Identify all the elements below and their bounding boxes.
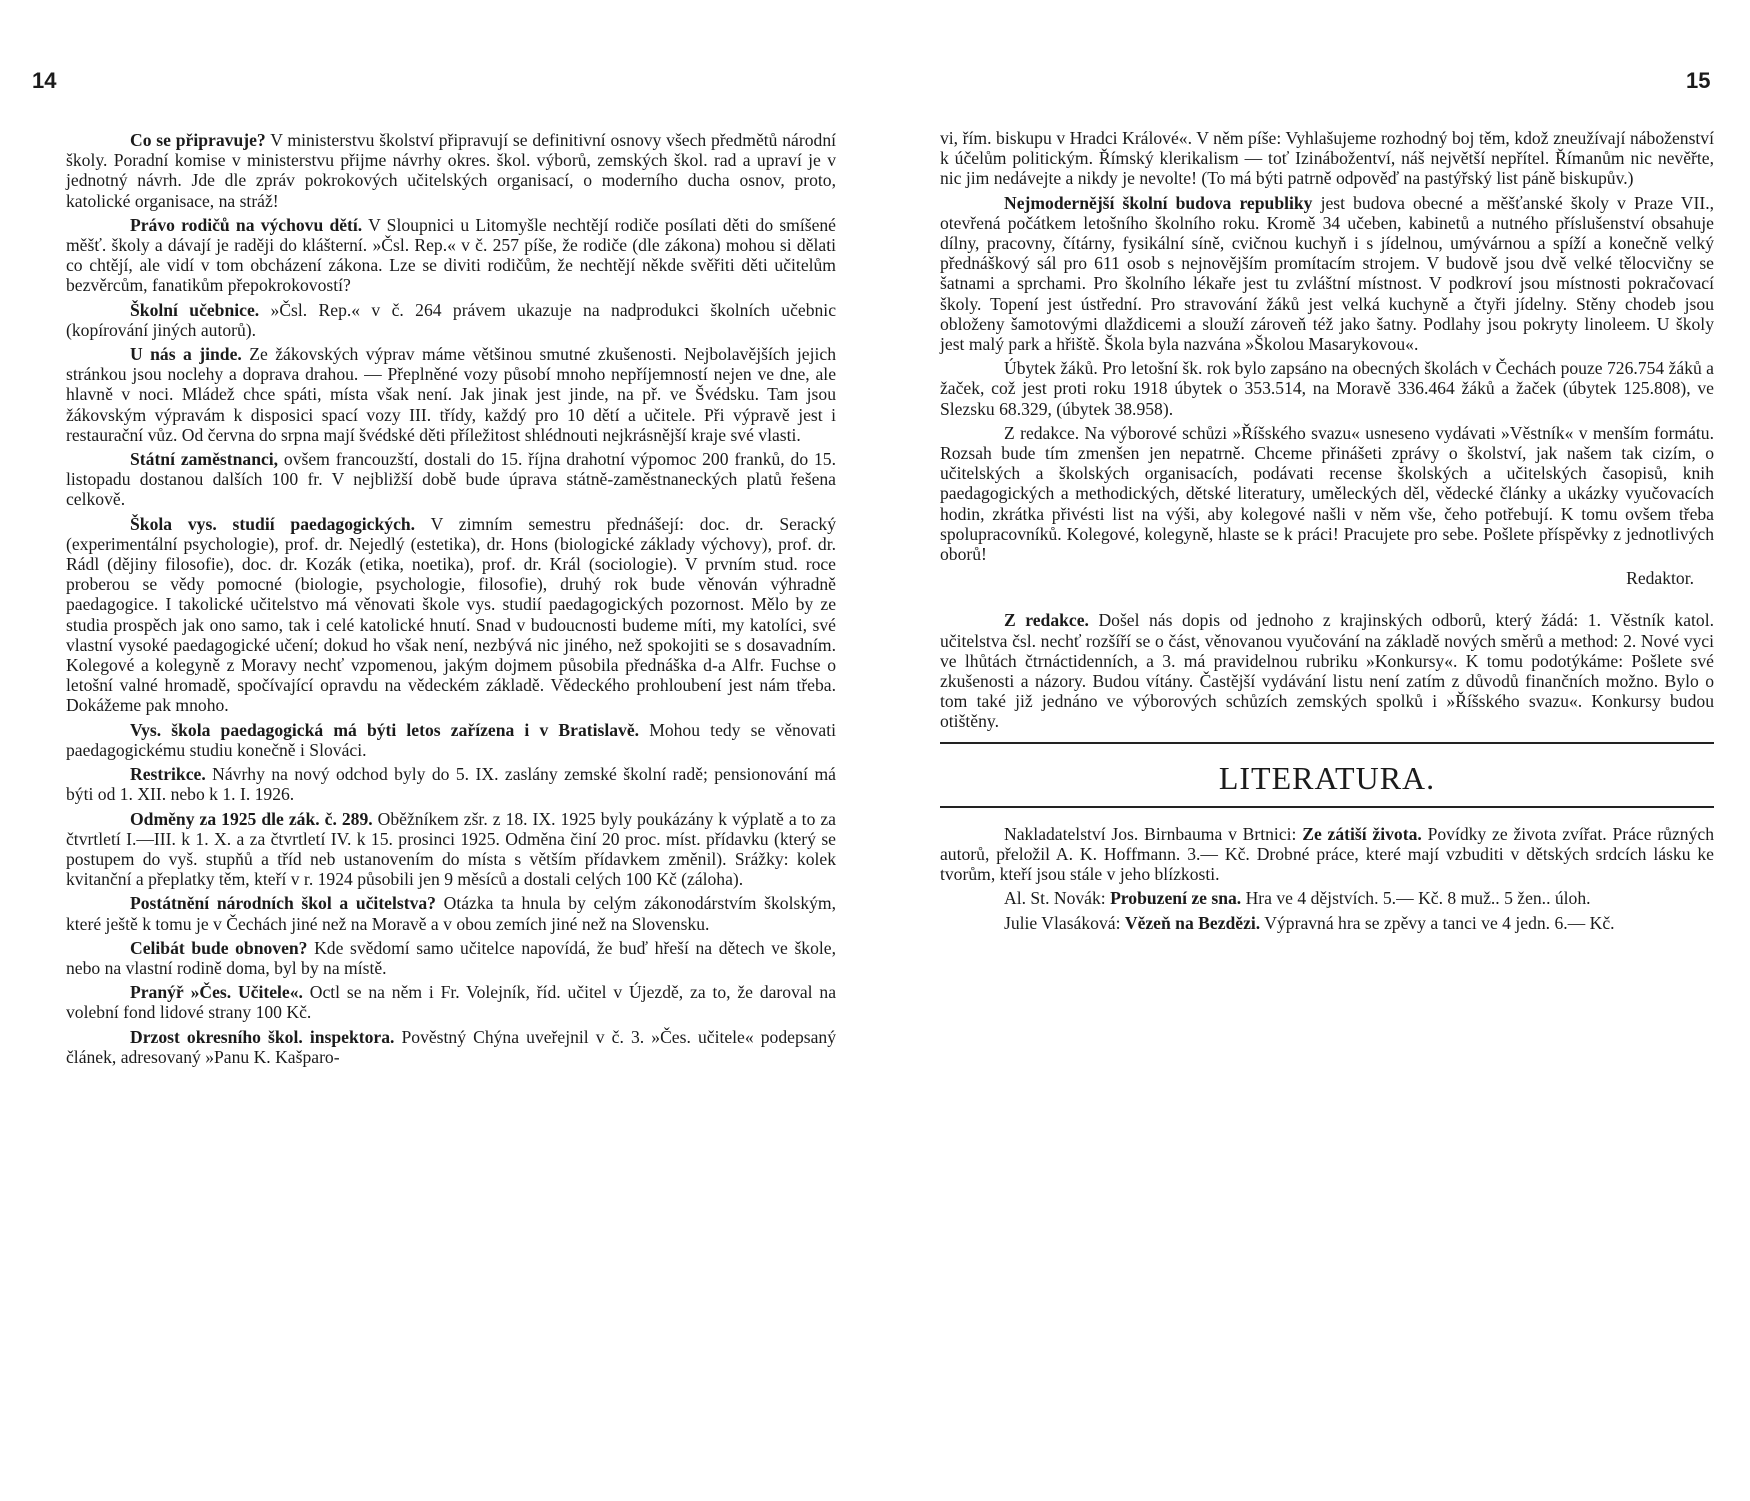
article-paragraph: Pranýř »Čes. Učitele«. Octl se na něm i Fr. Volejník, říd. učitel v Újezdě, za to, že daroval na volební fond lidové strany 100 Kč.	[66, 982, 837, 1023]
article-paragraph: Státní zaměstnanci, ovšem francouzští, dostali do 15. října drahotní výpomoc 200 franků, do 15. listopadu dostanou dalších 100 fr. V nejbližší době bude úprava státně-zaměstnaneckých platů řešena celkově.	[66, 449, 837, 510]
literature-entry: Al. St. Novák: Probuzení ze sna. Hra ve 4 dějstvích. 5.— Kč. 8 muž.. 5 žen.. úloh.	[1004, 888, 1591, 909]
article-paragraph: Drzost okresního škol. inspektora. Pověstný Chýna uveřejnil v č. 3. »Čes. učitele« podepsaný článek, adresovaný »Panu K. Kašparo-	[66, 1026, 836, 1067]
article-paragraph: Nejmodernější školní budova republiky jest budova obecné a měšťanské školy v Praze VII., otevřená počátkem letošního školního roku. Kromě 34 učeben, kabinetů a nutného příslušenství obsahuje dílny, pracovny, čítárny, fysikální síně, cvičnou kuchyň i s jídelnou, umývárnou a spíží a konečně velký přednáškový sál pro 611 osob s nejnovějším promítacím strojem. V budově jsou dvě velké tělocvičny se šatnami a sprchami. Pro školního lékaře jest tu zvláštní místnost. V podkroví jsou místnosti pokračovací školy. Topení jest ústřední. Pro stravování žáků jest velká kuchyně a čtyři jídelny. Stěny chodeb jsou obloženy šamotovými dlaždicemi a slouží zároveň též jako šatny. Podlahy jsou pokryty linoleem. U školy jest malý park a hřiště. Škola byla nazvána »Školou Masarykovou«.	[940, 192, 1715, 355]
article-continuation: vi, řím. biskupu v Hradci Králové«. V něm píše: Vyhlašujeme rozhodný boj těm, kdož zneužívají náboženství k účelům politickým. Římský klerikalism — toť Izinábožentví, náš největší nepřítel. Římanům nic nevěřte, nic jim nedávejte a nikdy je nevolte! (To má býti patrně odpověď na pastýřský list páně biskupův.)	[940, 128, 1714, 189]
right-page-column	[940, 128, 1714, 937]
literature-heading: LITERATURA.	[1218, 759, 1436, 796]
article-paragraph: Z redakce. Došel nás dopis od jednoho z krajinských odborů, který žádá: 1. Věstník katol. učitelstva čsl. nechť rozšíří se o část, věnovanou vyučování na základě nových směrů a method: 2. Nové vyci ve lhůtách čtrnáctidenních, a 3. má pravidelnou rubriku »Konkursy«. K tomu podotýkáme: Pošlete své zkušenosti a názory. Budou vítány. Častější vydávání listu není zatím z důvodů finančních možno. Bylo o tom také již jednáno ve výborových schůzích zemských spolků i »Říšského svazu«. Konkursy budou otištěny.	[940, 610, 1714, 732]
article-paragraph: Úbytek žáků. Pro letošní šk. rok bylo zapsáno na obecných školách v Čechách pouze 726.754 žáků a žaček, což jest proti roku 1918 úbytek o 353.514, na Moravě 336.464 žáků a žaček (úbytek 125.808), ve Slezsku 68.329, (úbytek 38.958).	[940, 358, 1714, 419]
article-paragraph: Vys. škola paedagogická má býti letos zařízena i v Bratislavě. Mohou tedy se věnovati paedagogickému studiu konečně i Slováci.	[66, 719, 837, 760]
section-rule-bottom	[940, 806, 1714, 808]
article-paragraph: U nás a jinde. Ze žákovských výprav máme většinou smutné zkušenosti. Nejbolavějších jejich stránkou jsou noclehy a doprava drahou. — Přeplněné vozy působí mnoho nepříjemností nejen ve dne, ale hlavně v noci. Mládež chce spáti, místa však není. Jak jinak jest jinde, na př. ve Švédsku. Tam jsou žákovským výpravám k disposici spací vozy III. třídy, každý pro 10 dětí a učitele. Při výpravě jest i restaurační vůz. Od června do srpna mají švédské děti příležitost shlédnouti nejkrásnější kraje své vlasti.	[66, 344, 836, 445]
article-paragraph: Právo rodičů na výchovu dětí. V Sloupnici u Litomyšle nechtějí rodiče posílati děti do smíšené měšť. školy a dávají je raději do klášterní. »Čsl. Rep.« v č. 257 píše, že rodiče (dle zákona) mohou si dělati co chtějí, ale vidí v tom obcházení zákona. Lze se diviti rodičům, že nechtějí někde svěřiti děti učitelům bezvěrcům, fanatikům přepokrokovostí?	[66, 214, 836, 296]
article-paragraph: Škola vys. studií paedagogických. V zimním semestru přednášejí: doc. dr. Seracký (experimentální psychologie), prof. dr. Nejedlý (estetika), dr. Hons (biologické základy výchovy), prof. dr. Rádl (dějiny filosofie), doc. dr. Kozák (etika, noetika), prof. dr. Král (sociologie). V prvním stud. roce proberou se vědy pomocné (biologie, psychologie, filosofie), druhý rok bude věnován výhradně paedagogice. I takolické učitelstvo má věnovati škole vys. studií paedagogických pozornost. Mělo by ze studia prospěch jak ono samo, tak i celé katolické hnutí. Snad v budoucnosti budeme míti, my katolíci, své vlastní vysoké paedagogické učení; dokud ho však není, nezbývá nic jiného, než spokojiti se s dosavadním. Kolegové a kolegyně z Moravy nechť vzpomenou, jakým dojmem působila přednáška d-a Alfr. Fuchse o letošní valné hromadě, spočívající opravdu na vědeckém základě. Vědeckého prohloubení jest nám třeba. Dokážeme pak mnoho.	[66, 513, 836, 716]
article-paragraph: Odměny za 1925 dle zák. č. 289. Oběžníkem zšr. z 18. IX. 1925 byly poukázány k výplatě a to za čtvrtletí I.—III. k 1. X. a za čtvrtletí IV. k 15. prosinci 1925. Odměna činí 20 proc. míst. přídavku (který se postupem do vyš. stupňů a tříd neb ustanovením do místa s větším přídavkem změnil). Srážky: kolek kvitanční a přeplatky těm, kteří v r. 1924 působili jen 9 měsíců a dostali celých 100 Kč (záloha).	[66, 808, 836, 890]
section-rule-top	[940, 742, 1714, 744]
literature-entry: Julie Vlasáková: Vězeň na Bezdězi. Výpravná hra se zpěvy a tanci ve 4 jedn. 6.— Kč.	[1004, 912, 1615, 933]
page-number-right: 15	[1686, 68, 1711, 93]
article-paragraph: Postátnění národních škol a učitelstva? Otázka ta hnula by celým zákonodárstvím školským, které ještě k tomu je v Čechách jiné než na Moravě a v obou zemích jiné než na Slovensku.	[66, 893, 837, 934]
article-paragraph: Z redakce. Na výborové schůzi »Říšského svazu« usneseno vydávati »Věstník« v menším formátu. Rozsah bude tím zmenšen jen nepatrně. Chceme přinášeti zprávy o školství, jak našem tak cizím, o učitelských a školských organisacích, podávati recense školských a učitelských časopisů, knih paedagogických a methodických, dětské literatury, uměleckých děl, vědecké články a ukázky vyučovacích hodin, zkrátka přivésti list na výši, aby kolegové našli v něm vše, čeho potřebují. K tomu ovšem třeba spolupracovníků. Kolegové, kolegyně, hlaste se k práci! Pracujete pro sebe. Pošlete příspěvky z jednotlivých oborů!	[940, 422, 1714, 565]
article-paragraph: Restrikce. Návrhy na nový odchod byly do 5. IX. zaslány zemské školní radě; pensionování má býti od 1. XII. nebo k 1. I. 1926.	[66, 764, 836, 805]
editor-signature: Redaktor.	[1626, 568, 1694, 589]
article-paragraph: Školní učebnice. »Čsl. Rep.« v č. 264 právem ukazuje na nadprodukci školních učebnic (kopírování jiných autorů).	[66, 299, 836, 340]
left-page-column	[66, 130, 836, 1071]
article-paragraph: Celibát bude obnoven? Kde svědomí samo učitelce napovídá, že buď hřeší na dětech ve škole, nebo na vlastní rodině doma, byl by na místě.	[66, 937, 836, 978]
literature-entry: Nakladatelství Jos. Birnbauma v Brtnici: Ze zátiší života. Povídky ze života zvířat. Práce různých autorů, přeložil A. K. Hoffmann. 3.— Kč. Drobné práce, které mají vzbuditi v dětských srdcích lásku ke tvorům, kteří jsou stále v jeho blízkosti.	[940, 823, 1714, 885]
page-number-left: 14	[32, 68, 57, 93]
article-paragraph: Co se připravuje? V ministerstvu školství připravují se definitivní osnovy všech předmětů národní školy. Poradní komise v ministerstvu přijme návrhy okres. škol. výborů, zemských škol. rad a upraví je v jednotný návrh. Jde dle zpráv pokrokových učitelských organisací, o moderního ducha osnov, proto, katolické organisace, na stráž!	[66, 130, 837, 211]
